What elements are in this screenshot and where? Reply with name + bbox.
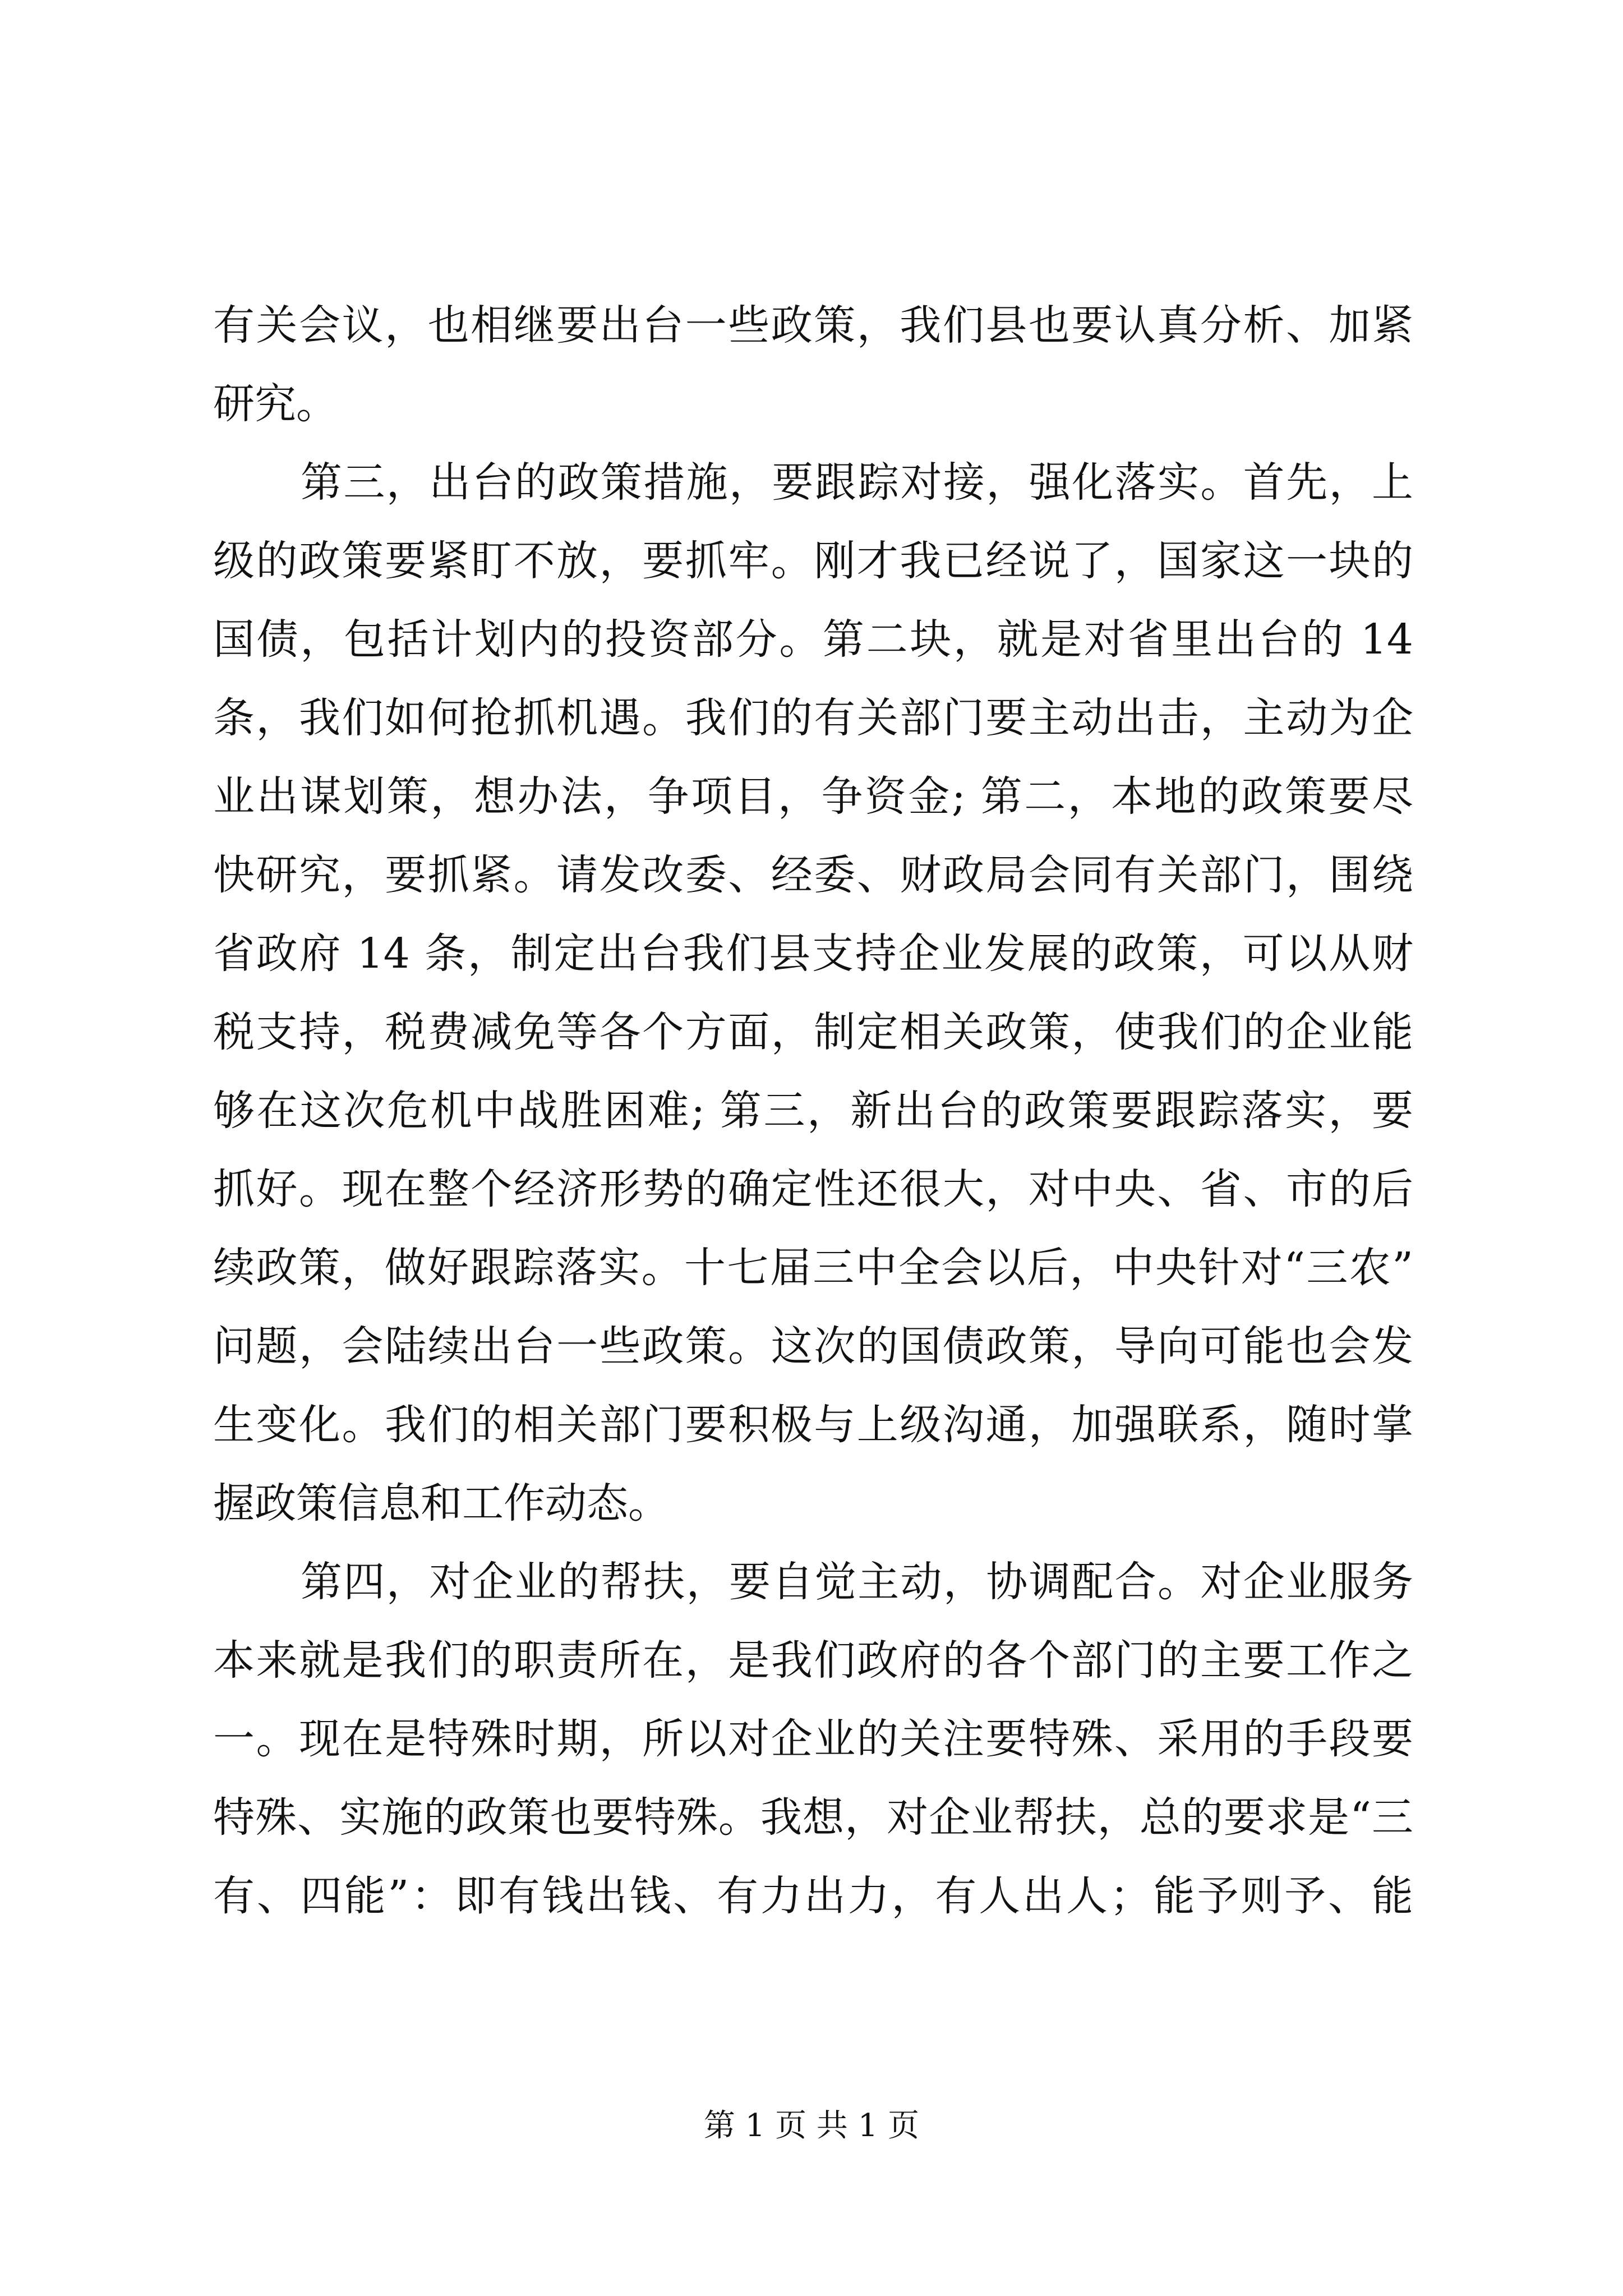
text-line: 问题，会陆续出台一些政策。这次的国债政策，导向可能也会发: [213, 1322, 1413, 1370]
text-line: 续政策，做好跟踪落实。十七届三中全会以后，中央针对“三农”: [213, 1244, 1413, 1292]
text-line: 一。现在是特殊时期，所以对企业的关注要特殊、采用的手段要: [213, 1715, 1413, 1763]
text-line: 业出谋划策，想办法，争项目，争资金; 第二，本地的政策要尽: [213, 772, 1413, 821]
text-line: 快研究，要抓紧。请发改委、经委、财政局会同有关部门，围绕: [213, 851, 1413, 899]
text-line: 省政府 14 条，制定出台我们县支持企业发展的政策，可以从财: [213, 930, 1413, 978]
text-line: 生变化。我们的相关部门要积极与上级沟通，加强联系，随时掌: [213, 1401, 1413, 1449]
text-line: 有、四能”：即有钱出钱、有力出力，有人出人；能予则予、能: [213, 1872, 1413, 1920]
text-line: 研究。: [213, 380, 338, 428]
page-footer: 第 1 页 共 1 页: [703, 2108, 920, 2144]
document-body: [213, 286, 1413, 1935]
paragraph-first-line: 第四，对企业的帮扶，要自觉主动，协调配合。对企业服务: [301, 1558, 1413, 1606]
text-line: 特殊、实施的政策也要特殊。我想，对企业帮扶，总的要求是“三: [213, 1793, 1413, 1842]
text-line: 本来就是我们的职责所在，是我们政府的各个部门的主要工作之: [213, 1636, 1413, 1685]
text-line: 国债，包括计划内的投资部分。第二块，就是对省里出台的 14: [213, 615, 1413, 664]
text-line: 够在这次危机中战胜困难; 第三，新出台的政策要跟踪落实，要: [213, 1087, 1413, 1135]
text-line: 有关会议，也相继要出台一些政策，我们县也要认真分析、加紧: [213, 301, 1413, 349]
text-line: 级的政策要紧盯不放，要抓牢。刚才我已经说了，国家这一块的: [213, 537, 1413, 585]
text-line: 握政策信息和工作动态。: [213, 1479, 670, 1527]
text-line: 税支持，税费减免等各个方面，制定相关政策，使我们的企业能: [213, 1008, 1413, 1056]
text-line: 抓好。现在整个经济形势的确定性还很大，对中央、省、市的后: [213, 1165, 1413, 1213]
paragraph-first-line: 第三，出台的政策措施，要跟踪对接，强化落实。首先，上: [301, 458, 1413, 507]
text-line: 条，我们如何抢抓机遇。我们的有关部门要主动出击，主动为企: [213, 694, 1413, 742]
